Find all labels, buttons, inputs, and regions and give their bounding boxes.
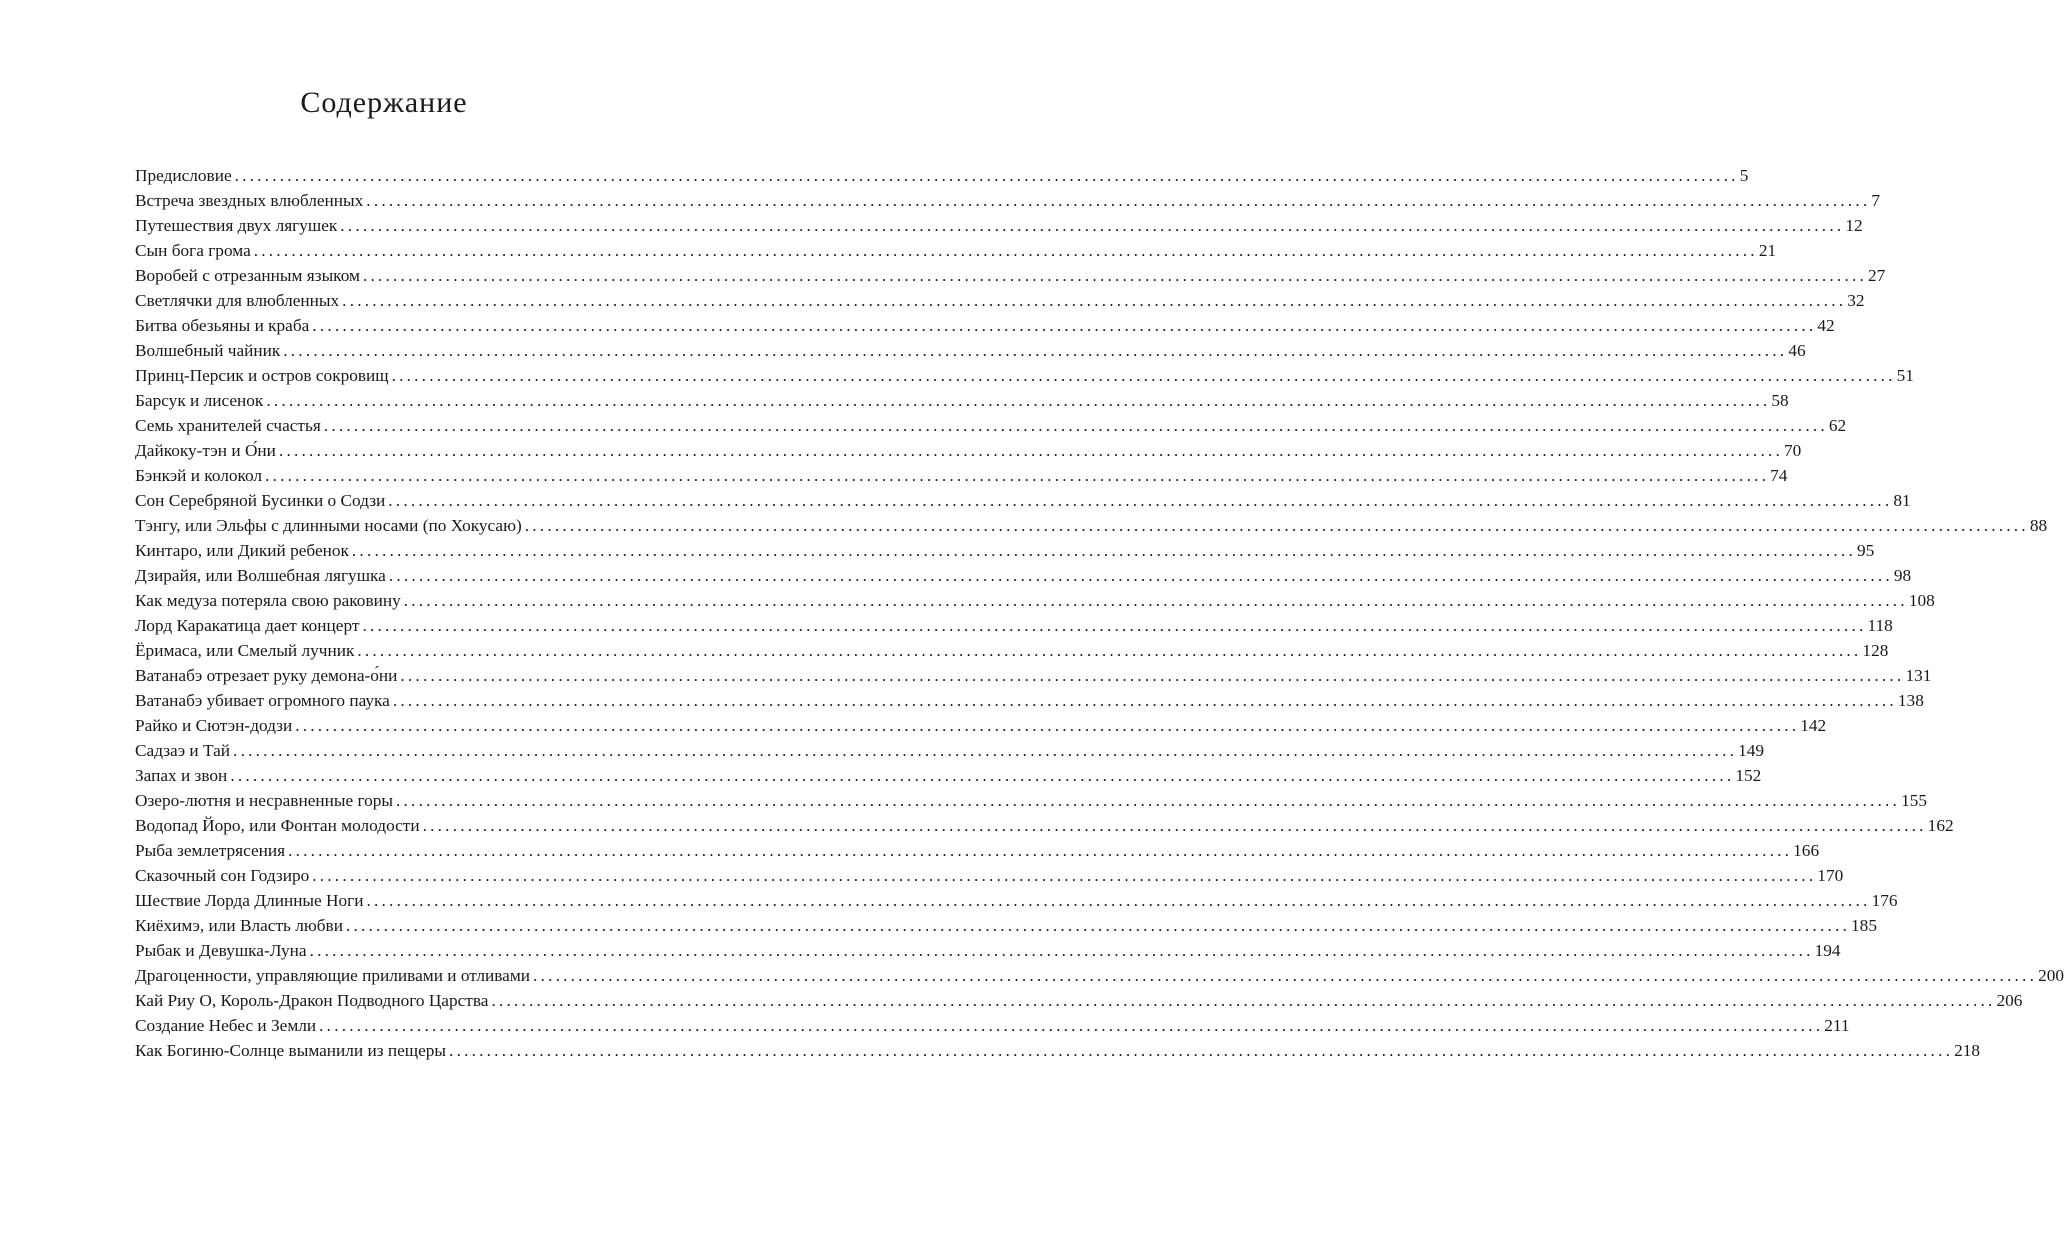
dot-leader: ........................................................................................................................................................................................................ [234, 166, 1739, 185]
toc-entry[interactable] [135, 213, 1863, 238]
dot-leader: ........................................................................................................................................................................................................ [288, 841, 1793, 860]
dot-leader: ........................................................................................................................................................................................................ [295, 716, 1800, 735]
toc-entry-page: 162 [1927, 816, 1954, 835]
toc-entry[interactable] [135, 963, 2064, 988]
toc-entry-page: 12 [1845, 216, 1863, 235]
toc-entry[interactable] [135, 738, 1765, 763]
toc-entry-page: 98 [1893, 566, 1912, 585]
toc-entry-title: Ватанабэ убивает огромного паука [135, 691, 390, 710]
dot-leader: ........................................................................................................................................................................................................ [362, 616, 1867, 635]
toc-entry[interactable] [135, 438, 1802, 463]
dot-leader: ........................................................................................................................................................................................................ [422, 816, 1927, 835]
toc-entry-page: 149 [1738, 741, 1765, 760]
toc-entry-title: Киёхимэ, или Власть любви [135, 916, 343, 935]
toc-entry[interactable] [135, 688, 1924, 713]
dot-leader: ........................................................................................................................................................................................................ [396, 791, 1901, 810]
toc-entry[interactable] [135, 263, 1886, 288]
toc-entry-page: 58 [1771, 391, 1789, 410]
dot-leader: ........................................................................................................................................................................................................ [323, 416, 1828, 435]
toc-entry[interactable] [135, 513, 2048, 538]
toc-entry-page: 155 [1901, 791, 1927, 810]
dot-leader: ........................................................................................................................................................................................................ [312, 316, 1817, 335]
toc-entry-page: 81 [1893, 491, 1911, 510]
toc-entry-title: Сказочный сон Годзиро [135, 866, 310, 885]
dot-leader: ........................................................................................................................................................................................................ [342, 291, 1847, 310]
toc-entry-title: Принц-Персик и остров сокровищ [135, 366, 389, 385]
toc-entry-title: Предисловие [135, 166, 232, 185]
toc-entry-title: Кинтаро, или Дикий ребенок [135, 541, 349, 560]
toc-entry-title: Волшебный чайник [135, 341, 281, 360]
toc-entry[interactable] [135, 863, 1844, 888]
toc-entry-title: Озеро-лютня и несравненные горы [135, 791, 394, 810]
page-title: Содержание [300, 86, 468, 119]
toc-entry[interactable] [135, 413, 1847, 438]
dot-leader: ........................................................................................................................................................................................................ [345, 916, 1851, 935]
dot-leader: ........................................................................................................................................................................................................ [233, 741, 1738, 760]
toc-entry-page: 206 [1996, 991, 2023, 1010]
toc-entry[interactable] [135, 788, 1927, 813]
toc-entry-page: 218 [1954, 1041, 1981, 1060]
toc-entry-page: 32 [1847, 291, 1865, 310]
toc-entry-page: 170 [1817, 866, 1844, 885]
dot-leader: ........................................................................................................................................................................................................ [357, 641, 1862, 660]
toc-entry-title: Ватанабэ отрезает руку демона-о́ни [135, 666, 398, 685]
toc-entry-title: Райко и Сютэн-додзи [135, 716, 293, 735]
toc-entry-title: Водопад Йоро, или Фонтан молодости [135, 816, 420, 835]
toc-entry-title: Рыба землетрясения [135, 841, 286, 860]
toc-entry[interactable] [135, 1038, 1981, 1063]
toc-entry-title: Сон Серебряной Бусинки о Содзи [135, 491, 386, 510]
toc-entry[interactable] [135, 813, 1954, 838]
dot-leader: ........................................................................................................................................................................................................ [253, 241, 1758, 260]
dot-leader: ........................................................................................................................................................................................................ [400, 666, 1905, 685]
toc-entry[interactable] [135, 313, 1835, 338]
toc-entry-page: 142 [1800, 716, 1827, 735]
toc-entry-page: 194 [1814, 941, 1841, 960]
toc-entry-title: Воробей с отрезанным языком [135, 266, 360, 285]
toc-entry-title: Битва обезьяны и краба [135, 316, 310, 335]
toc-entry-page: 138 [1897, 691, 1924, 710]
toc-entry-page: 95 [1856, 541, 1875, 560]
toc-entry-title: Шествие Лорда Длинные Ноги [135, 891, 364, 910]
toc-entry-page: 166 [1793, 841, 1820, 860]
toc-entry-page: 74 [1770, 466, 1788, 485]
toc-entry-page: 176 [1871, 891, 1898, 910]
dot-leader: ........................................................................................................................................................................................................ [351, 541, 1856, 560]
toc-entry-title: Тэнгу, или Эльфы с длинными носами (по Хокусаю) [135, 516, 522, 535]
toc-entry[interactable] [135, 363, 1914, 388]
dot-leader: ........................................................................................................................................................................................................ [266, 391, 1771, 410]
toc-entry[interactable] [135, 838, 1820, 863]
toc-entry-title: Запах и звон [135, 766, 228, 785]
toc-entry-page: 200 [2038, 966, 2064, 985]
toc-entry[interactable] [135, 613, 1893, 638]
toc-entry[interactable] [135, 563, 1912, 588]
toc-entry-page: 46 [1788, 341, 1806, 360]
dot-leader: ........................................................................................................................................................................................................ [392, 691, 1897, 710]
dot-leader: ........................................................................................................................................................................................................ [449, 1041, 1954, 1060]
dot-leader: ........................................................................................................................................................................................................ [388, 491, 1893, 510]
dot-leader: ........................................................................................................................................................................................................ [283, 341, 1788, 360]
toc-entry-title: Лорд Каракатица дает концерт [135, 616, 360, 635]
toc-entry-page: 27 [1868, 266, 1886, 285]
toc-entry-title: Сын бога грома [135, 241, 251, 260]
toc-entry[interactable] [135, 663, 1932, 688]
toc-entry-title: Садзаэ и Тай [135, 741, 231, 760]
toc-entry-title: Бэнкэй и колокол [135, 466, 263, 485]
toc-entry-title: Как Богиню-Солнце выманили из пещеры [135, 1041, 447, 1060]
dot-leader: ........................................................................................................................................................................................................ [312, 866, 1817, 885]
toc-entry-page: 7 [1871, 191, 1880, 210]
toc-entry[interactable] [135, 638, 1889, 663]
toc-entry[interactable] [135, 588, 1935, 613]
dot-leader: ........................................................................................................................................................................................................ [366, 191, 1871, 210]
dot-leader: ........................................................................................................................................................................................................ [491, 991, 1996, 1010]
toc-entry[interactable] [135, 538, 1875, 563]
toc-entry-title: Путешествия двух лягушек [135, 216, 338, 235]
dot-leader: ........................................................................................................................................................................................................ [366, 891, 1871, 910]
toc-entry-title: Дзирайя, или Волшебная лягушка [135, 566, 386, 585]
toc-entry-page: 42 [1817, 316, 1835, 335]
toc-entry-page: 70 [1784, 441, 1802, 460]
toc-entry-page: 5 [1739, 166, 1749, 185]
toc-entry[interactable] [135, 1013, 1850, 1038]
toc-entry[interactable] [135, 238, 1777, 263]
dot-leader: ........................................................................................................................................................................................................ [524, 516, 2029, 535]
dot-leader: ........................................................................................................................................................................................................ [391, 366, 1896, 385]
dot-leader: ........................................................................................................................................................................................................ [265, 466, 1770, 485]
toc-entry-title: Светлячки для влюбленных [135, 291, 340, 310]
toc-entry-title: Барсук и лисенок [135, 391, 264, 410]
dot-leader: ........................................................................................................................................................................................................ [309, 941, 1814, 960]
toc-entry-title: Семь хранителей счастья [135, 416, 321, 435]
toc-entry-page: 211 [1824, 1016, 1850, 1035]
toc-entry-page: 62 [1828, 416, 1847, 435]
toc-entry-page: 51 [1896, 366, 1914, 385]
toc-entry[interactable] [135, 713, 1827, 738]
toc-entry[interactable] [135, 488, 1911, 513]
toc-entry-page: 152 [1735, 766, 1762, 785]
toc-entry-page: 131 [1905, 666, 1932, 685]
toc-entry[interactable] [135, 913, 1877, 938]
toc-entry[interactable] [135, 763, 1762, 788]
toc-entry-page: 118 [1867, 616, 1893, 635]
dot-leader: ........................................................................................................................................................................................................ [388, 566, 1893, 585]
dot-leader: ........................................................................................................................................................................................................ [533, 966, 2038, 985]
toc-entry[interactable] [135, 938, 1841, 963]
toc-entry[interactable] [135, 288, 1865, 313]
toc-entry-title: Драгоценности, управляющие приливами и отливами [135, 966, 531, 985]
toc-entry[interactable] [135, 338, 1806, 363]
toc-entry-title: Дайкоку-тэн и О́ни [135, 441, 276, 460]
toc-entry[interactable] [135, 163, 1749, 188]
toc-entry-title: Как медуза потеряла свою раковину [135, 591, 401, 610]
toc-entry-page: 128 [1862, 641, 1889, 660]
toc-entry[interactable] [135, 463, 1788, 488]
toc-entry-title: Кай Риу О, Король-Дракон Подводного Царства [135, 991, 489, 1010]
dot-leader: ........................................................................................................................................................................................................ [362, 266, 1868, 285]
dot-leader: ........................................................................................................................................................................................................ [319, 1016, 1824, 1035]
toc-entry-page: 21 [1758, 241, 1777, 260]
toc-entry-title: Рыбак и Девушка-Луна [135, 941, 307, 960]
table-of-contents [135, 163, 2064, 1063]
dot-leader: ........................................................................................................................................................................................................ [340, 216, 1845, 235]
toc-entry[interactable] [135, 988, 2023, 1013]
dot-leader: ........................................................................................................................................................................................................ [230, 766, 1735, 785]
toc-entry-title: Создание Небес и Земли [135, 1016, 317, 1035]
toc-entry-page: 88 [2029, 516, 2048, 535]
toc-entry-title: Ёримаса, или Смелый лучник [135, 641, 355, 660]
toc-entry-page: 185 [1851, 916, 1877, 935]
dot-leader: ........................................................................................................................................................................................................ [278, 441, 1783, 460]
toc-entry[interactable] [135, 388, 1789, 413]
toc-entry[interactable] [135, 888, 1898, 913]
toc-entry-title: Встреча звездных влюбленных [135, 191, 364, 210]
toc-entry-page: 108 [1908, 591, 1935, 610]
dot-leader: ........................................................................................................................................................................................................ [403, 591, 1908, 610]
toc-entry[interactable] [135, 188, 1880, 213]
